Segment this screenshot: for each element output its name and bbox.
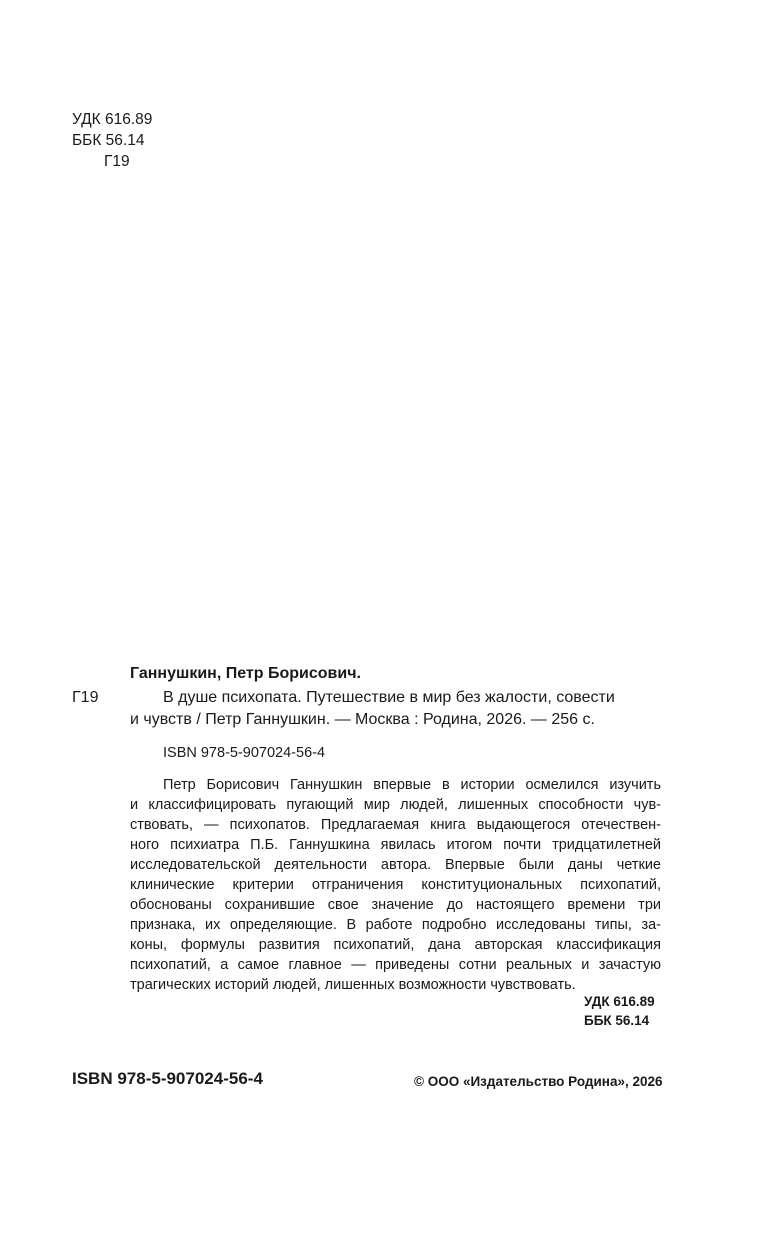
abstract-line: Петр Борисович Ганнушкин впервые в истории осмелился изучить	[163, 777, 661, 793]
abstract-line: клинические критерии отграничения конституциональных психопатий,	[130, 877, 661, 893]
abstract-line: трагических историй людей, лишенных возможности чувствовать.	[130, 977, 576, 993]
author-mark: Г19	[104, 153, 130, 170]
abstract-line: коны, формулы развития психопатий, дана авторская классификация	[130, 937, 661, 953]
abstract-line: признака, их определяющие. В работе подробно исследованы типы, за-	[130, 917, 661, 933]
bbk-code: ББК 56.14	[72, 132, 145, 149]
abstract-line: ствовать, — психопатов. Предлагаемая книга выдающегося отечествен-	[130, 817, 661, 833]
card-title-line: и чувств / Петр Ганнушкин. — Москва : Родина, 2026. — 256 с.	[130, 711, 595, 728]
abstract-line: исследовательской деятельности автора. Впервые были даны четкие	[130, 857, 661, 873]
abstract-line: обоснованы сохранившие свое значение до настоящего времени три	[130, 897, 661, 913]
card-isbn: ISBN 978-5-907024-56-4	[163, 745, 326, 761]
abstract-line: и классифицировать пугающий мир людей, лишенных способности чув-	[130, 797, 661, 813]
card-author-mark: Г19	[72, 689, 99, 706]
abstract-line: психопатий, а самое главное — приведены сотни реальных и зачастую	[130, 957, 661, 973]
card-udk: УДК 616.89	[584, 994, 655, 1009]
footer-isbn: ISBN 978-5-907024-56-4	[72, 1069, 263, 1088]
card-title-line: В душе психопата. Путешествие в мир без жалости, совести	[163, 689, 615, 706]
udk-code: УДК 616.89	[72, 111, 153, 128]
abstract-line: ного психиатра П.Б. Ганнушкина явилась итогом почти тридцатилетней	[130, 837, 661, 853]
card-author: Ганнушкин, Петр Борисович.	[130, 665, 361, 682]
card-bbk: ББК 56.14	[584, 1013, 650, 1028]
footer-copyright: © ООО «Издательство Родина», 2026	[414, 1074, 663, 1089]
